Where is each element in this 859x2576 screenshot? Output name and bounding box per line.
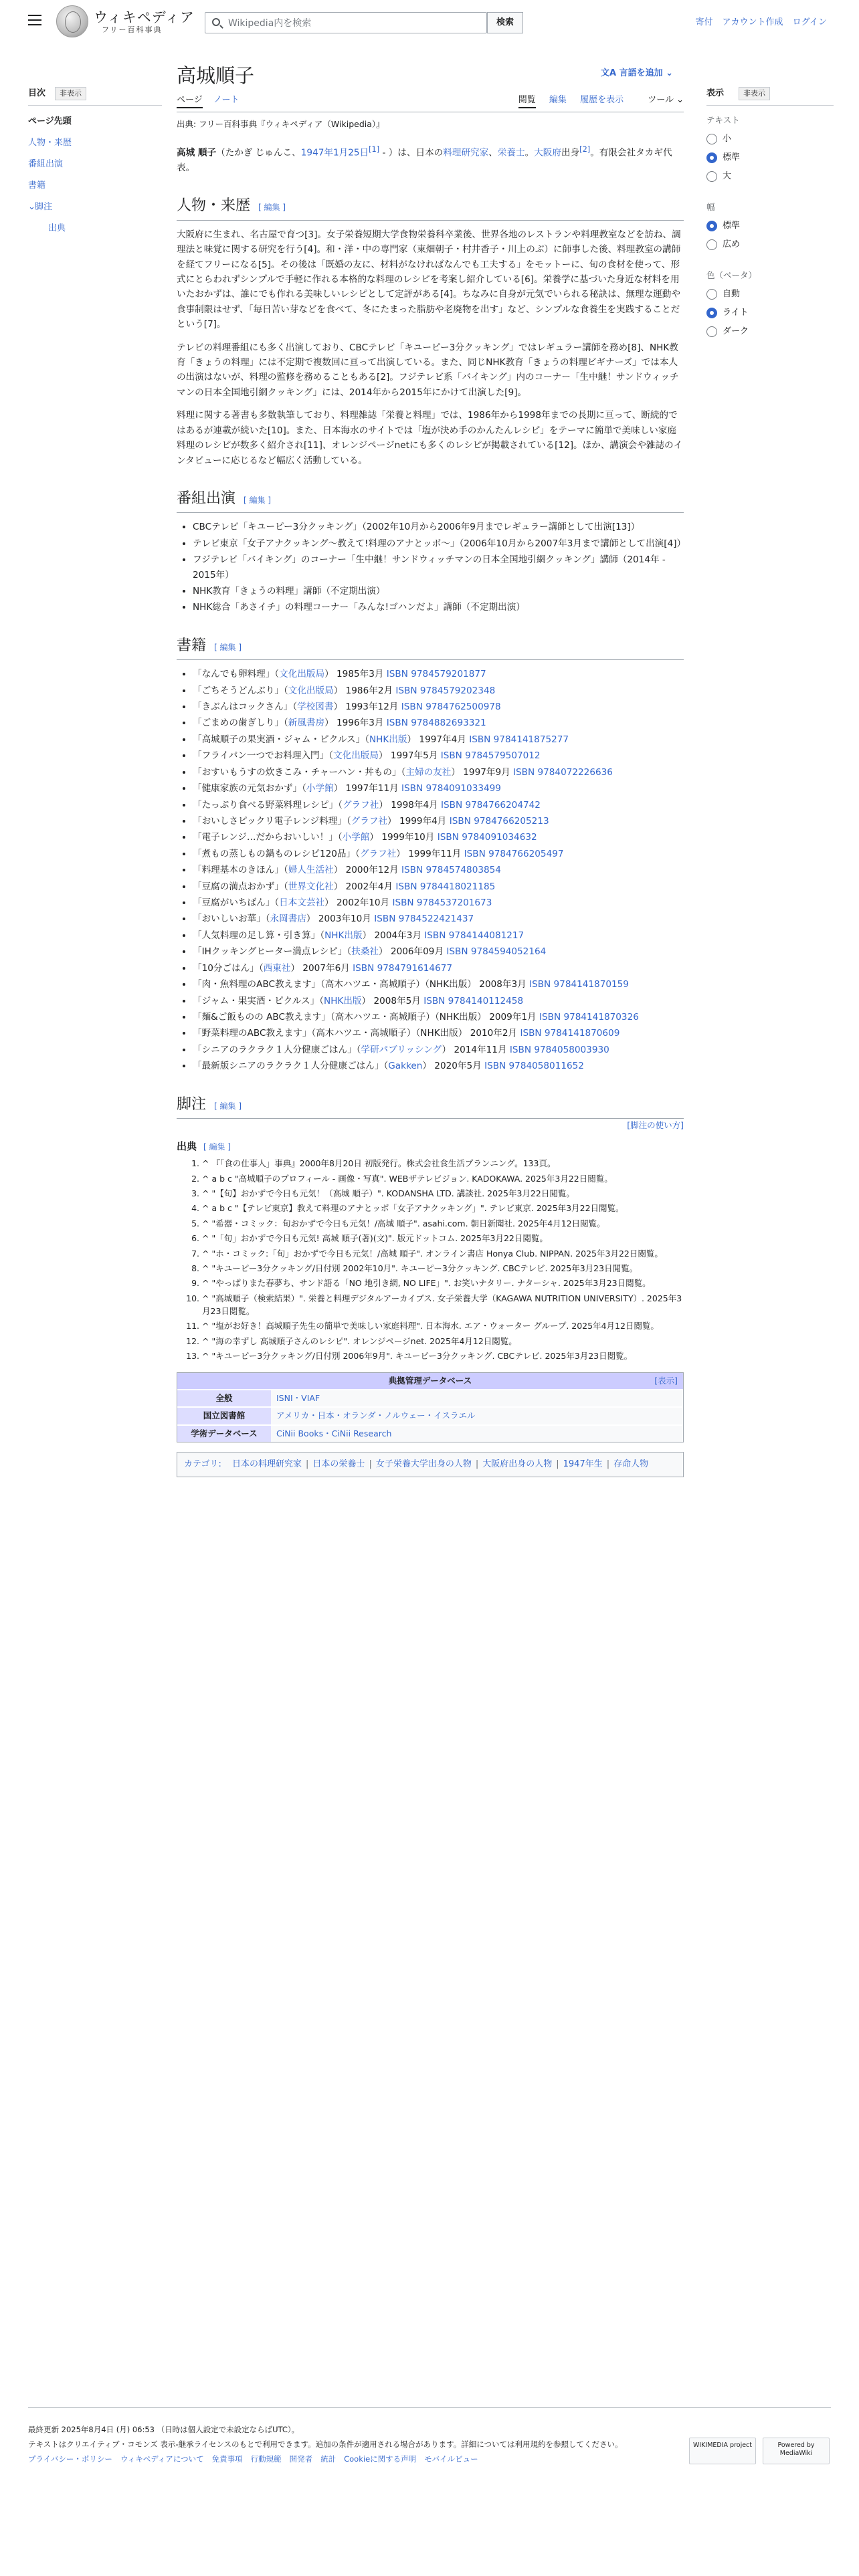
tab-page[interactable]: ページ [177, 95, 203, 108]
isbn-link[interactable]: ISBN 9784072226636 [513, 766, 613, 778]
book-item: • 「きぶんはコックさん」（学校図書） 1993年12月 ISBN 9784762500978 [193, 700, 684, 714]
cite-link[interactable]: [2] [579, 144, 591, 154]
footer-link[interactable]: プライバシー・ポリシー [28, 2454, 112, 2464]
mediawiki-badge[interactable]: Powered by MediaWiki [763, 2438, 830, 2464]
page-title: 高城順子 [177, 64, 255, 87]
birth-date-link[interactable]: 1947年1月25日 [300, 147, 369, 158]
book-item: • 「煮もの蒸しもの鍋ものレシピ120品」（グラフ社） 1999年11月 ISBN 9784766205497 [193, 847, 684, 861]
site-header [0, 0, 859, 44]
isbn-link[interactable]: ISBN 9784882693321 [386, 718, 486, 729]
reference-item: 11. ^ "塩がお好き！高城順子先生の簡単で美味しい家庭料理". 日本海水. エア・ウォーター グループ. 2025年4月12日閲覧。 [202, 1319, 684, 1332]
table-of-contents [28, 87, 162, 239]
section-heading-sources: 出典 [ 編集 ] [177, 1140, 231, 1152]
footer-link[interactable]: モバイルビュー [424, 2454, 478, 2464]
category-link[interactable]: 日本の料理研究家 [232, 1459, 302, 1470]
book-item: • 「電子レンジ…だからおいしい！」（小学館） 1999年10月 ISBN 9784091034632 [193, 830, 684, 845]
radio-text-small[interactable]: 小 [706, 130, 834, 148]
isbn-link[interactable]: ISBN 9784141870159 [529, 979, 629, 990]
book-item: • 「たっぷり食べる野菜料理レシピ」（グラフ社） 1998年4月 ISBN 9784766204742 [193, 798, 684, 813]
toc-item-books[interactable]: 書籍 [28, 180, 46, 191]
list-item: • テレビ東京「女子アナクッキング〜教えて!料理のアナとッボ〜」（2006年10月から2007年3月まで講師として出演[4]） [193, 536, 684, 551]
book-item: • 「人気料理の足し算・引き算」（NHK出版） 2004年3月 ISBN 9784144081217 [193, 928, 684, 943]
reference-item: 13. ^ "キユーピー3分クッキング/日付別 2006年9月". キユーピー3分クッキング. CBCテレビ. 2025年3月23日閲覧。 [202, 1350, 684, 1362]
section-heading-programs: 番組出演 [ 編集 ] [177, 487, 684, 513]
search-input[interactable] [205, 12, 487, 33]
appearance-hide-button[interactable]: 非表示 [739, 87, 770, 100]
section-heading-notes: 脚注 [ 編集 ] [177, 1093, 684, 1119]
books-list [193, 667, 684, 1074]
list-item: • フジテレビ「バイキング」のコーナー「生中継！サンドウィッチマンの日本全国地引網クッキング」講師（2014年 - 2015年） [193, 552, 684, 582]
translate-icon: 文A [601, 68, 619, 78]
list-item: • NHK総合「あさイチ」の料理コーナー「みんな!ゴハンだよ」講師（不定期出演） [193, 600, 684, 615]
tools-menu[interactable]: ツール ⌄ [648, 95, 684, 105]
isbn-link[interactable]: ISBN 9784141870609 [520, 1028, 620, 1039]
radio-text-large[interactable]: 大 [706, 167, 834, 186]
references-list [202, 1157, 684, 1362]
reference-item: 2. ^ a b c "高城順子のプロフィール - 画像・写真". WEBザテレビジョン. KADOKAWA. 2025年3月22日閲覧。 [202, 1172, 684, 1185]
isbn-link[interactable]: ISBN 9784522421437 [374, 914, 474, 925]
radio-text-standard[interactable]: 標準 [706, 148, 834, 167]
radio-width-wide[interactable]: 広め [706, 235, 834, 254]
search-button[interactable]: 検索 [487, 12, 523, 33]
category-link[interactable]: 1947年生 [563, 1459, 603, 1470]
edit-section-link[interactable]: [ 編集 ] [214, 1101, 242, 1111]
footer-link[interactable]: Cookieに関する声明 [344, 2454, 417, 2464]
tab-talk[interactable]: ノート [213, 95, 240, 105]
book-item: • 「ごまめの歯ぎしり」（新風書房） 1996年3月 ISBN 9784882693321 [193, 716, 684, 730]
book-item: • 「高城順子の果実酒・ジャム・ピクルス」（NHK出版） 1997年4月 ISBN 9784141875277 [193, 732, 684, 747]
authority-toggle[interactable]: [表示] [654, 1375, 678, 1386]
article-body [177, 143, 684, 1477]
isbn-link[interactable]: ISBN 9784141870326 [539, 1011, 639, 1023]
notes-help-link[interactable]: [脚注の使い方] [627, 1119, 684, 1130]
footer-link[interactable]: 行動規範 [250, 2454, 282, 2464]
reference-item: 5. ^ "希器・コミック：旬おかずで今日も元気！/高城 順子". asahi.com. 朝日新聞社. 2025年4月12日閲覧。 [202, 1217, 684, 1230]
isbn-link[interactable]: ISBN 9784766205213 [449, 815, 549, 827]
book-item: • 「豆腐の満点おかず」（世界文化社） 2002年4月 ISBN 9784418021185 [193, 879, 684, 894]
reference-item: 8. ^ "キユーピー3分クッキング/日付別 2002年10月". キユーピー3分クッキング. CBCテレビ. 2025年3月23日閲覧。 [202, 1262, 684, 1275]
appearance-title: 表示 [706, 88, 725, 98]
bio-paragraph-1: 大阪府に生まれ、名古屋で育つ[3]。女子栄養短期大学食物栄養科卒業後、世界各地のレストランや料理教室などを訪ね、調理法と味覚に関する研究を行う[4]。和・洋・中の専門家（東畑朝子・村井香子・川上のぶ）に師事した後、料理教室の講師を経てフリーになる[5]。その後は「既婚の友に、材料がなければなんでも工夫する」をモットーに、旬の食材を使って、形式にとらわれずシンプルで手軽に作れる本格的な料理のレシピを考案し紹介している[6]。栄養学に基づいた身近な材料を用いたおかずは、誰にでも作れる美味しいレシピとして定評がある[4]。ちなみに自身が元気でいられる秘訣は、無理な運動や食事制限はせず、「毎日苦い芽などを食べて、冬にたまった脂肪や老廃物を出す」など、シンプルな食養生を実践することだという[7]。 [177, 229, 681, 330]
book-item: • 「おいしさピックリ電子レンジ料理」（グラフ社） 1999年4月 ISBN 9784766205213 [193, 814, 684, 829]
radio-color-light[interactable]: ライト [706, 304, 834, 322]
list-item: • CBCテレビ「キユーピー3分クッキング」（2002年10月から2006年9月までレギュラー講師として出演[13]） [193, 520, 684, 534]
book-item: • 「肉・魚料理のABC教えます」（高木ハツエ・高城順子）（NHK出版） 2008年3月 ISBN 9784141870159 [193, 977, 684, 992]
link-dietitian[interactable]: 栄養士 [497, 147, 525, 158]
section-heading-books: 書籍 [ 編集 ] [177, 634, 684, 660]
site-sub: 出典: フリー百科事典『ウィキペディア（Wikipedia）』 [177, 119, 385, 129]
reference-item: 6. ^ "「旬」おかずで今日も元気! 高城 順子(著)(文)". 版元ドットコム. 2025年3月22日閲覧。 [202, 1232, 684, 1245]
reference-item: 9. ^ "やっぱりまた春夢ち、サンド語る「NO 地引き網, NO LIFE」". お笑いナタリー. ナターシャ. 2025年3月23日閲覧。 [202, 1277, 684, 1289]
chevron-down-icon[interactable]: ⌄ [28, 201, 35, 212]
width-label: 幅 [706, 201, 715, 212]
book-item: • 「IHクッキングヒーター満点レシピ」（扶桑社） 2006年09月 ISBN 9784594052164 [193, 944, 684, 959]
isbn-link[interactable]: ISBN 9784140112458 [423, 995, 524, 1006]
book-item: • 「料理基本のきほん」（婦人生活社） 2000年12月 ISBN 9784574803854 [193, 863, 684, 877]
book-item: • 「10分ごはん」（西東社） 2007年6月 ISBN 9784791614677 [193, 961, 684, 976]
authority-value[interactable]: アメリカ・日本・オランダ・ノルウェー・イスラエル [271, 1408, 683, 1424]
book-item: • 「野菜料理のABC教えます」（高木ハツエ・高城順子）（NHK出版） 2010年2月 ISBN 9784141870609 [193, 1026, 684, 1041]
toc-item-bio[interactable]: 人物・来歴 [28, 137, 72, 148]
book-item: • 「最新版シニアのラクラク１人分健康ごはん」（Gakken） 2020年5月 ISBN 9784058011652 [193, 1059, 684, 1073]
radio-color-dark[interactable]: ダーク [706, 322, 834, 341]
book-item: • 「おすいもうすの炊きこみ・チャーハン・丼もの」（主婦の友社） 1997年9月 ISBN 9784072226636 [193, 765, 684, 780]
reference-item: 12. ^ "海の幸ずし 高城順子さんのレシピ". オレンジページnet. 2025年4月12日閲覧。 [202, 1335, 684, 1348]
reference-item: 4. ^ a b c "【テレビ東京】教えて料理のアナとッボ「女子アナクッキング」". テレビ東京. 2025年3月22日閲覧。 [202, 1202, 684, 1214]
isbn-link[interactable]: ISBN 9784766204742 [441, 799, 541, 811]
bio-paragraph-2: テレビの料理番組にも多く出演しており、CBCテレビ「キユーピー3分クッキング」ではレギュラー講師を務め[8]、NHK教育「きょうの料理」には不定期で複数回に亘って出演している。また、同じNHK教育「きょうの料理ビギナーズ」では本人の出演はないが、料理の監修を務めることもある[2]。フジテレビ系「バイキング」内のコーナー「生中継！サンドウィッチマンの日本全国地引網クッキング」には、2014年から2015年にかけて出演した[9]。 [177, 342, 679, 398]
cite-link[interactable]: [1] [369, 144, 380, 154]
book-item: • 「フライパン一つでお料理入門」（文化出版局） 1997年5月 ISBN 9784579507012 [193, 748, 684, 763]
wikipedia-globe-logo[interactable] [56, 5, 88, 37]
book-item: • 「シニアのラクラク１人分健康ごはん」（学研パブリッシング） 2014年11月 ISBN 9784058003930 [193, 1043, 684, 1057]
isbn-link[interactable]: ISBN 9784766205497 [464, 848, 564, 859]
book-item: • 「ジャム・果実酒・ピクルス」（NHK出版） 2008年5月 ISBN 9784140112458 [193, 994, 684, 1008]
edit-section-link[interactable]: [ 編集 ] [203, 1142, 231, 1152]
toc-hide-button[interactable]: 非表示 [55, 87, 86, 100]
last-modified: 最終更新 2025年8月4日 (月) 06:53 （日時は個人設定で未設定ならばUTC）。 [28, 2425, 300, 2434]
isbn-link[interactable]: ISBN 9784144081217 [424, 930, 524, 941]
isbn-link[interactable]: ISBN 9784141875277 [469, 734, 569, 745]
isbn-link[interactable]: ISBN 9784418021185 [395, 881, 496, 892]
login-link[interactable]: ログイン [792, 17, 827, 27]
reference-item: 7. ^ "ホ・コミック:「旬」おかずで今日も元気！/高城 順子". オンライン書店 Honya Club. NIPPAN. 2025年3月22日閲覧。 [202, 1247, 684, 1260]
reference-item: 1. ^ 『「食の仕事人」事典』2000年8月20日 初版発行。株式会社食生活プランニング。133頁。 [202, 1157, 684, 1170]
license-text: テキストはクリエイティブ・コモンズ 表示-継承ライセンスのもとで利用できます。追加の条件が適用される場合があります。詳細については利用規約を参照してください。 [28, 2439, 623, 2449]
authority-value[interactable]: CiNii Books・CiNii Research [271, 1426, 683, 1442]
isbn-link[interactable]: ISBN 9784762500978 [401, 701, 501, 712]
authority-key: 学術データベース [177, 1426, 271, 1442]
isbn-link[interactable]: ISBN 9784091034632 [437, 832, 537, 843]
authority-title: 典拠管理データベース [388, 1375, 472, 1386]
book-item: • 「ごちそうどんぶり」（文化出版局） 1986年2月 ISBN 9784579202348 [193, 683, 684, 698]
programs-list [193, 520, 684, 615]
toc-item-notes[interactable]: 脚注 [35, 201, 53, 212]
edit-section-link[interactable]: [ 編集 ] [258, 203, 286, 213]
tab-read[interactable]: 閲覧 [518, 95, 536, 108]
toc-item-sources[interactable]: 出典 [48, 223, 66, 233]
create-account-link[interactable]: アカウント作成 [722, 17, 783, 27]
isbn-link[interactable]: ISBN 9784058003930 [509, 1044, 609, 1055]
appearance-panel [706, 87, 834, 341]
search-placeholder: Wikipedia内を検索 [228, 18, 312, 29]
page-tabs [177, 94, 684, 112]
isbn-link[interactable]: ISBN 9784579507012 [440, 750, 541, 762]
radio-color-auto[interactable]: 自動 [706, 285, 834, 304]
category-links: カテゴリ: 日本の料理研究家 | 日本の栄養士 | 女子栄養大学出身の人物 | 大阪府出身の人物 | 1947年生 | 存命人物 [177, 1452, 684, 1477]
color-label: 色（ベータ） [706, 270, 757, 280]
categories-label[interactable]: カテゴリ: [184, 1459, 221, 1470]
tab-edit[interactable]: 編集 [549, 95, 567, 105]
book-item: • 「なんでも卵料理」（文化出版局） 1985年3月 ISBN 9784579201877 [193, 667, 684, 681]
reference-item: 3. ^ "【旬】おかずで今日も元気！（高城 順子）". KODANSHA LTD. 講談社. 2025年3月22日閲覧。 [202, 1187, 684, 1200]
footer-link[interactable]: 開発者 [289, 2454, 313, 2464]
book-item: • 「健康家族の元気おかず」（小学館） 1997年11月 ISBN 9784091033499 [193, 781, 684, 796]
isbn-link[interactable]: ISBN 9784058011652 [484, 1061, 584, 1072]
footer-link[interactable]: 免責事項 [211, 2454, 243, 2464]
footer-link[interactable]: ウィキペディアについて [120, 2454, 204, 2464]
link-cook[interactable]: 料理研究家 [443, 147, 489, 158]
donate-link[interactable]: 寄付 [695, 17, 713, 27]
wikimedia-badge[interactable]: WIKIMEDIA project [689, 2438, 756, 2464]
edit-section-link[interactable]: [ 編集 ] [214, 642, 242, 652]
search-icon [212, 18, 220, 26]
isbn-link[interactable]: ISBN 9784594052164 [446, 946, 547, 958]
toc-item-top[interactable]: ページ先頭 [28, 116, 72, 126]
toc-item-programs[interactable]: 番組出演 [28, 158, 64, 169]
link-osaka[interactable]: 大阪府 [534, 147, 561, 158]
edit-section-link[interactable]: [ 編集 ] [244, 496, 272, 505]
authority-value[interactable]: ISNI・VIAF [271, 1390, 683, 1407]
category-link[interactable]: 存命人物 [613, 1459, 649, 1470]
lead-paragraph: 高城 順子（たかぎ じゅんこ、1947年1月25日[1] - ）は、日本の料理研究家、栄養士。大阪府出身[2]。有限会社タカギ代表。 [177, 144, 672, 173]
personal-tools [688, 16, 827, 30]
category-link[interactable]: 日本の栄養士 [312, 1459, 365, 1470]
isbn-link[interactable]: ISBN 9784791614677 [353, 962, 453, 974]
isbn-link[interactable]: ISBN 9784574803854 [401, 865, 501, 876]
tab-history[interactable]: 履歴を表示 [580, 95, 624, 105]
wordmark[interactable]: ウィキペディア [94, 9, 195, 25]
text-size-label: テキスト [706, 114, 740, 125]
isbn-link[interactable]: ISBN 9784579202348 [395, 685, 496, 696]
category-link[interactable]: 女子栄養大学出身の人物 [375, 1459, 472, 1470]
section-heading-bio: 人物・来歴 [ 編集 ] [177, 194, 684, 220]
bio-paragraph-3: 料理に関する著書も多数執筆しており、料理雑誌「栄養と料理」では、1986年から1998年までの長期に亘って、断続的ではあるが連載が続いた[10]。また、日本海水のサイトでは「塩が決め手のかんたんレシピ」をテーマに簡単で美味しい家庭料理のレシピが数多く紹介され[11]、オレンジページnetにも多くのレシピが掲載されている[12]。ほか、講演会や雑誌のインタビューに応じるなど幅広く活動している。 [177, 410, 683, 466]
book-item: • 「豆腐がいちばん」（日本文芸社） 2002年10月 ISBN 9784537201673 [193, 895, 684, 910]
authority-key: 全般 [177, 1390, 271, 1407]
book-item: • 「おいしいお華」（永岡書店） 2003年10月 ISBN 9784522421437 [193, 911, 684, 926]
reference-item: 10. ^ "高城順子（検索結果）". 栄養と料理デジタルアーカイブス. 女子栄養大学（KAGAWA NUTRITION UNIVERSITY）. 2025年3月23日閲覧。 [202, 1292, 684, 1318]
authority-control-box [177, 1372, 684, 1443]
category-link[interactable]: 大阪府出身の人物 [482, 1459, 553, 1470]
tagline: フリー百科事典 [102, 25, 163, 34]
isbn-link[interactable]: ISBN 9784091033499 [401, 783, 501, 794]
book-item: • 「麺&ご飯ものの ABC教えます」（高木ハツエ・高城順子）（NHK出版） 2009年1月 ISBN 9784141870326 [193, 1010, 684, 1025]
isbn-link[interactable]: ISBN 9784579201877 [386, 669, 486, 680]
main-menu-icon[interactable] [28, 15, 41, 25]
toc-title: 目次 [28, 88, 46, 98]
footer-link[interactable]: 統計 [320, 2454, 337, 2464]
add-languages-button[interactable]: 文A 言語を追加 ⌄ [601, 68, 674, 78]
radio-width-standard[interactable]: 標準 [706, 217, 834, 235]
list-item: • NHK教育「きょうの料理」講師（不定期出演） [193, 584, 684, 599]
isbn-link[interactable]: ISBN 9784537201673 [392, 897, 492, 909]
authority-key: 国立図書館 [177, 1408, 271, 1424]
